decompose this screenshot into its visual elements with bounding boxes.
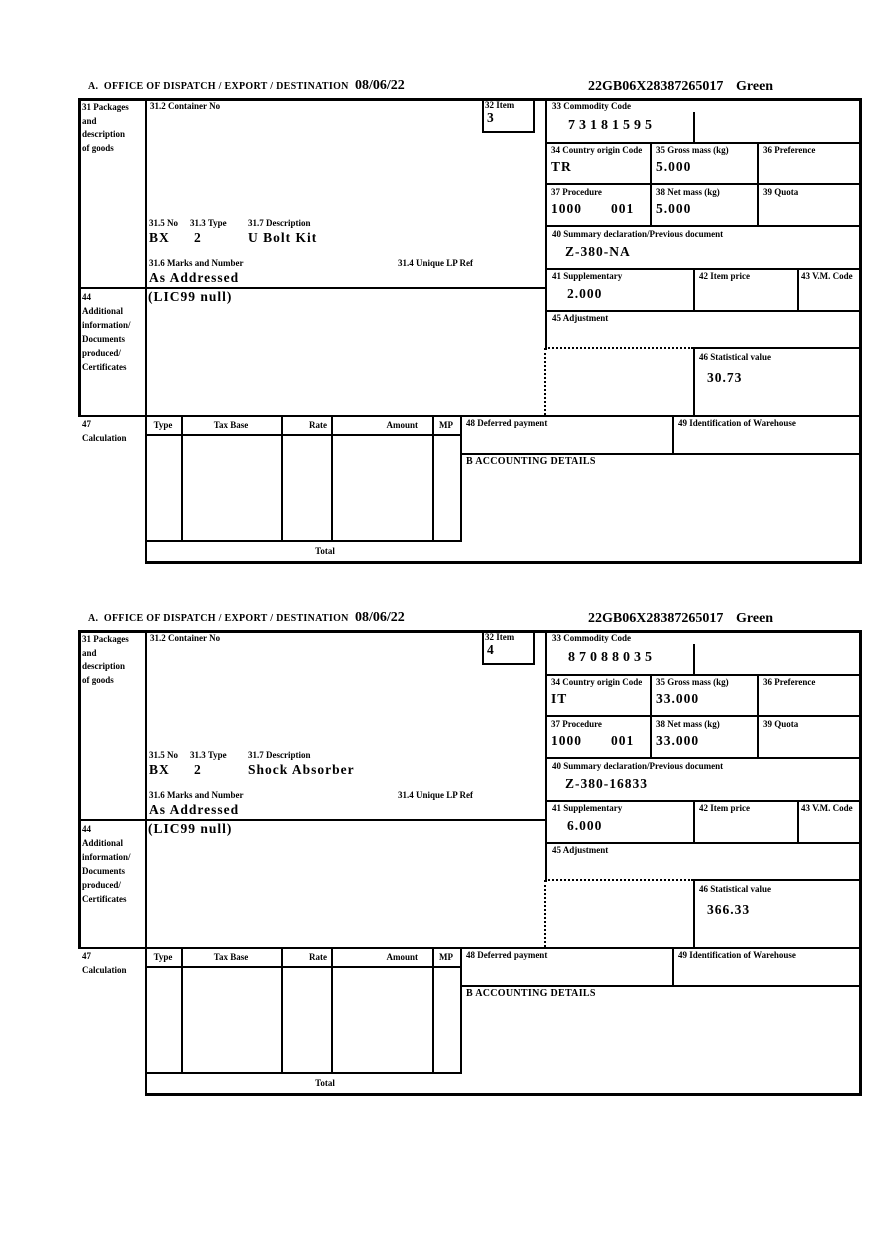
label-supplementary: 41 Supplementary — [552, 803, 623, 813]
label-313-type: 31.3 Type — [190, 218, 227, 228]
grid-line — [650, 142, 652, 225]
field-net-mass: 5.000 — [656, 201, 692, 216]
column-type: Type — [153, 420, 173, 430]
grid-line — [460, 453, 862, 455]
grid-line — [181, 415, 183, 540]
label-box44: Additional — [82, 838, 124, 848]
field-item-no: 3 — [487, 110, 495, 125]
grid-line — [545, 268, 862, 270]
label-315-no: 31.5 No — [149, 218, 178, 228]
border-right — [859, 98, 862, 564]
column-rate: Rate — [309, 952, 327, 962]
label-commodity-code: 33 Commodity Code — [552, 101, 631, 111]
label-box31: of goods — [82, 675, 114, 685]
field-goods-description: U Bolt Kit — [248, 230, 318, 245]
label-box44: 44 — [82, 292, 91, 302]
column-rate: Rate — [309, 420, 327, 430]
label-317-description: 31.7 Description — [248, 750, 311, 760]
grid-line — [482, 131, 535, 133]
commodity-tick — [693, 112, 695, 142]
label-box31: and — [82, 116, 97, 126]
field-supplementary-units: 6.000 — [567, 818, 603, 833]
label-vm-code: 43 V.M. Code — [801, 803, 853, 813]
total-label: Total — [315, 546, 335, 556]
field-country-origin: IT — [551, 691, 568, 706]
label-316-marks: 31.6 Marks and Number — [149, 258, 244, 268]
label-box47: Calculation — [82, 433, 127, 443]
column-tax-base: Tax Base — [213, 420, 249, 430]
label-quota: 39 Quota — [763, 719, 799, 729]
label-accounting-details: B ACCOUNTING DETAILS — [466, 988, 596, 999]
label-box31: 31 Packages — [82, 102, 129, 112]
dotted-line — [544, 348, 546, 415]
label-314-lp-ref: 31.4 Unique LP Ref — [398, 258, 474, 268]
label-quota: 39 Quota — [763, 187, 799, 197]
field-previous-document: Z-380-16833 — [565, 776, 648, 791]
label-vm-code: 43 V.M. Code — [801, 271, 853, 281]
grid-line — [757, 674, 759, 757]
border-left — [78, 98, 81, 417]
field-additional-info: (LIC99 null) — [148, 821, 233, 836]
grid-line — [145, 966, 462, 968]
mrn-number: 22GB06X28387265017 — [588, 79, 724, 94]
grid-line — [672, 415, 674, 453]
label-box31: of goods — [82, 143, 114, 153]
field-package-code: BX — [149, 230, 170, 245]
commodity-tick — [693, 644, 695, 674]
label-317-description: 31.7 Description — [248, 218, 311, 228]
grid-line — [145, 434, 462, 436]
label-box44: information/ — [82, 852, 131, 862]
field-country-origin: TR — [551, 159, 572, 174]
label-314-lp-ref: 31.4 Unique LP Ref — [398, 790, 474, 800]
label-statistical-value: 46 Statistical value — [699, 884, 771, 894]
field-marks-numbers: As Addressed — [149, 270, 240, 285]
item-section — [78, 78, 862, 564]
grid-line — [545, 842, 862, 844]
label-316-marks: 31.6 Marks and Number — [149, 790, 244, 800]
label-gross-mass: 35 Gross mass (kg) — [656, 145, 729, 155]
column-type: Type — [153, 952, 173, 962]
section-a-title: A. OFFICE OF DISPATCH / EXPORT / DESTINATION — [88, 613, 349, 624]
field-commodity-code: 73181595 — [568, 118, 656, 133]
grid-line — [693, 879, 862, 881]
grid-line — [281, 415, 283, 540]
label-country-origin: 34 Country origin Code — [551, 145, 643, 155]
label-warehouse-id: 49 Identification of Warehouse — [678, 418, 796, 428]
grid-line — [545, 674, 862, 676]
grid-line — [78, 415, 862, 417]
field-statistical-value: 30.73 — [707, 370, 743, 385]
field-procedure: 1000 — [551, 733, 582, 748]
column-mp: MP — [439, 952, 453, 962]
field-goods-description: Shock Absorber — [248, 762, 355, 777]
label-accounting-details: B ACCOUNTING DETAILS — [466, 456, 596, 467]
grid-line — [432, 947, 434, 1072]
dotted-line — [545, 347, 693, 349]
grid-line — [672, 947, 674, 985]
label-procedure: 37 Procedure — [551, 719, 602, 729]
grid-line — [460, 985, 862, 987]
label-deferred-payment: 48 Deferred payment — [466, 418, 548, 428]
grid-line — [545, 310, 862, 312]
column-amount: Amount — [386, 952, 418, 962]
label-box44: produced/ — [82, 348, 121, 358]
grid-line — [545, 142, 862, 144]
border-bottom — [145, 561, 862, 564]
field-previous-document: Z-380-NA — [565, 244, 631, 259]
label-summary-declaration: 40 Summary declaration/Previous document — [552, 761, 724, 771]
grid-line — [797, 268, 799, 310]
label-box47: 47 — [82, 419, 91, 429]
label-item-price: 42 Item price — [699, 803, 750, 813]
grid-line — [482, 630, 484, 665]
grid-line — [693, 879, 695, 947]
field-gross-mass: 33.000 — [656, 691, 700, 706]
label-country-origin: 34 Country origin Code — [551, 677, 643, 687]
grid-line — [482, 663, 535, 665]
label-box47: Calculation — [82, 965, 127, 975]
label-statistical-value: 46 Statistical value — [699, 352, 771, 362]
label-box31: description — [82, 661, 126, 671]
label-box44: Documents — [82, 866, 125, 876]
field-procedure-ext: 001 — [611, 201, 635, 216]
grid-line — [797, 800, 799, 842]
label-net-mass: 38 Net mass (kg) — [656, 719, 720, 729]
label-warehouse-id: 49 Identification of Warehouse — [678, 950, 796, 960]
mrn-number: 22GB06X28387265017 — [588, 611, 724, 626]
label-adjustment: 45 Adjustment — [552, 313, 609, 323]
field-supplementary-units: 2.000 — [567, 286, 603, 301]
label-box44: 44 — [82, 824, 91, 834]
grid-line — [432, 415, 434, 540]
field-procedure: 1000 — [551, 201, 582, 216]
grid-line — [145, 540, 462, 542]
label-box31: and — [82, 648, 97, 658]
dotted-line — [544, 880, 546, 947]
border-bottom — [145, 1093, 862, 1096]
border-left — [78, 630, 81, 949]
field-package-code: BX — [149, 762, 170, 777]
grid-line — [145, 1072, 462, 1074]
grid-line — [331, 947, 333, 1072]
grid-line — [545, 715, 862, 717]
grid-line — [545, 225, 862, 227]
grid-line — [545, 757, 862, 759]
column-mp: MP — [439, 420, 453, 430]
grid-line — [693, 268, 695, 310]
grid-line — [650, 674, 652, 757]
field-package-type: 2 — [194, 762, 202, 777]
field-additional-info: (LIC99 null) — [148, 289, 233, 304]
label-adjustment: 45 Adjustment — [552, 845, 609, 855]
item-section — [78, 610, 862, 1096]
label-box44: information/ — [82, 320, 131, 330]
label-box47: 47 — [82, 951, 91, 961]
grid-line — [693, 347, 695, 415]
grid-line — [533, 630, 535, 665]
grid-line — [693, 347, 862, 349]
label-deferred-payment: 48 Deferred payment — [466, 950, 548, 960]
field-item-no: 4 — [487, 642, 495, 657]
field-gross-mass: 5.000 — [656, 159, 692, 174]
column-amount: Amount — [386, 420, 418, 430]
grid-line — [693, 800, 695, 842]
label-net-mass: 38 Net mass (kg) — [656, 187, 720, 197]
label-gross-mass: 35 Gross mass (kg) — [656, 677, 729, 687]
label-procedure: 37 Procedure — [551, 187, 602, 197]
label-box44: produced/ — [82, 880, 121, 890]
grid-line — [145, 98, 147, 561]
routing-status: Green — [736, 611, 774, 626]
total-label: Total — [315, 1078, 335, 1088]
label-box31: description — [82, 129, 126, 139]
grid-line — [145, 630, 147, 1093]
grid-line — [545, 800, 862, 802]
label-box44: Certificates — [82, 894, 127, 904]
field-commodity-code: 87088035 — [568, 650, 656, 665]
field-marks-numbers: As Addressed — [149, 802, 240, 817]
label-box44: Documents — [82, 334, 125, 344]
label-summary-declaration: 40 Summary declaration/Previous document — [552, 229, 724, 239]
grid-line — [281, 947, 283, 1072]
declaration-date: 08/06/22 — [355, 610, 405, 625]
label-box44: Certificates — [82, 362, 127, 372]
grid-line — [545, 630, 547, 882]
grid-line — [545, 98, 547, 350]
label-preference: 36 Preference — [763, 145, 816, 155]
label-item-price: 42 Item price — [699, 271, 750, 281]
border-right — [859, 630, 862, 1096]
column-tax-base: Tax Base — [213, 952, 249, 962]
section-a-title: A. OFFICE OF DISPATCH / EXPORT / DESTINATION — [88, 81, 349, 92]
routing-status: Green — [736, 79, 774, 94]
label-item: 32 Item — [485, 632, 515, 642]
label-commodity-code: 33 Commodity Code — [552, 633, 631, 643]
label-container-no: 31.2 Container No — [150, 101, 221, 111]
grid-line — [331, 415, 333, 540]
dotted-line — [545, 879, 693, 881]
grid-line — [533, 98, 535, 133]
field-package-type: 2 — [194, 230, 202, 245]
label-item: 32 Item — [485, 100, 515, 110]
grid-line — [757, 142, 759, 225]
grid-line — [545, 183, 862, 185]
label-container-no: 31.2 Container No — [150, 633, 221, 643]
declaration-date: 08/06/22 — [355, 78, 405, 93]
label-315-no: 31.5 No — [149, 750, 178, 760]
field-net-mass: 33.000 — [656, 733, 700, 748]
field-statistical-value: 366.33 — [707, 902, 751, 917]
label-preference: 36 Preference — [763, 677, 816, 687]
label-box31: 31 Packages — [82, 634, 129, 644]
label-supplementary: 41 Supplementary — [552, 271, 623, 281]
grid-line — [482, 98, 484, 133]
label-313-type: 31.3 Type — [190, 750, 227, 760]
field-procedure-ext: 001 — [611, 733, 635, 748]
grid-line — [181, 947, 183, 1072]
grid-line — [78, 947, 862, 949]
label-box44: Additional — [82, 306, 124, 316]
